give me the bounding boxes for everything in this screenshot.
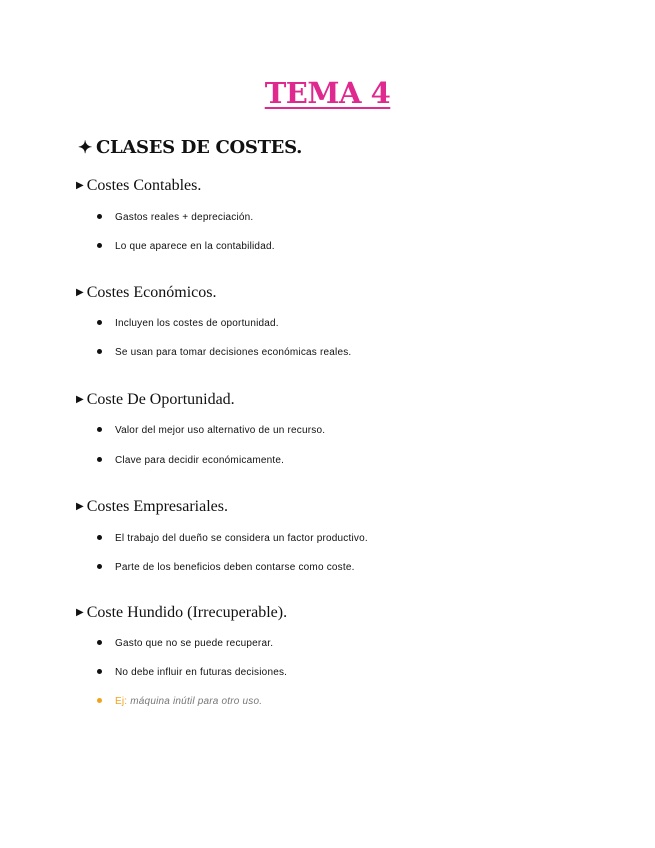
list-item-text: Incluyen los costes de oportunidad. [115, 318, 279, 329]
list-item-text: Valor del mejor uso alternativo de un recurso. [115, 425, 326, 436]
list-item-text: El trabajo del dueño se considera un factor productivo. [115, 533, 368, 544]
triangle-bullet-icon: ▶ [76, 607, 84, 618]
main-heading-text: CLASES DE COSTES. [95, 137, 303, 158]
list-item-text: Clave para decidir económicamente. [115, 455, 285, 466]
section-heading-text: Coste De Oportunidad. [86, 391, 235, 408]
section-heading-text: Coste Hundido (Irrecuperable). [86, 604, 288, 621]
bullet-dot-icon [97, 698, 102, 703]
bullet-dot-icon [97, 320, 102, 325]
section-heading-coste-de-oportunidad [76, 391, 235, 409]
section-heading-text: Costes Empresariales. [86, 498, 228, 515]
triangle-bullet-icon: ▶ [76, 501, 84, 512]
bullet-dot-icon [97, 214, 102, 219]
list-item [97, 425, 325, 436]
list-item-text: Parte de los beneficios deben contarse como coste. [115, 562, 355, 573]
four-point-star-icon: ✦ [78, 138, 92, 158]
section-heading-costes-contables [76, 177, 201, 195]
bullet-dot-icon [97, 243, 102, 248]
list-item [97, 562, 355, 573]
triangle-bullet-icon: ▶ [76, 394, 84, 405]
list-item [97, 667, 287, 678]
list-item-text: Gasto que no se puede recuperar. [115, 638, 274, 649]
section-heading-text: Costes Económicos. [86, 284, 217, 301]
triangle-bullet-icon: ▶ [76, 287, 84, 298]
list-item-text: Se usan para tomar decisiones económicas reales. [115, 347, 352, 358]
list-item [97, 241, 275, 252]
example-label: Ej: [115, 696, 128, 707]
list-item-text: Lo que aparece en la contabilidad. [115, 241, 275, 252]
list-item [97, 533, 368, 544]
section-heading-costes-economicos [76, 284, 216, 302]
list-item [97, 318, 279, 329]
bullet-dot-icon [97, 535, 102, 540]
main-heading [78, 137, 302, 158]
section-heading-text: Costes Contables. [86, 177, 202, 194]
bullet-dot-icon [97, 457, 102, 462]
section-heading-costes-empresariales [76, 498, 228, 516]
section-heading-coste-hundido [76, 604, 287, 622]
list-item-text: No debe influir en futuras decisiones. [115, 667, 288, 678]
bullet-dot-icon [97, 564, 102, 569]
list-item [97, 212, 253, 223]
list-item [97, 455, 284, 466]
bullet-dot-icon [97, 427, 102, 432]
bullet-dot-icon [97, 669, 102, 674]
triangle-bullet-icon: ▶ [76, 180, 84, 191]
bullet-dot-icon [97, 640, 102, 645]
list-item [97, 347, 351, 358]
bullet-dot-icon [97, 349, 102, 354]
page-title: TEMA 4 [264, 76, 391, 110]
list-item-text: Gastos reales + depreciación. [115, 212, 254, 223]
example-text: máquina inútil para otro uso. [130, 696, 263, 707]
list-item [97, 638, 273, 649]
example-item [97, 696, 262, 707]
